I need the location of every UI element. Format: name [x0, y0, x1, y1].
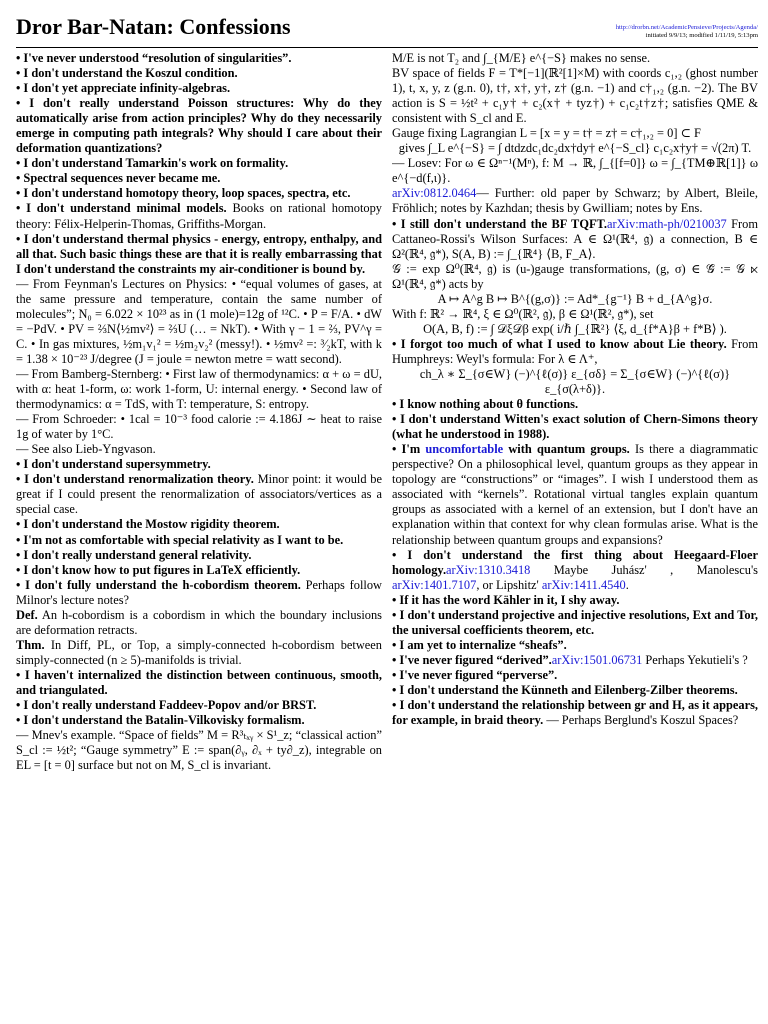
paragraph: [392, 638, 758, 653]
bold-text: • I've never figured “perverse”.: [392, 667, 558, 682]
body-text: Books on rational homotopy theory: Félix-Helperin-Thomas, Griffiths-Morgan.: [16, 201, 382, 231]
arxiv-link[interactable]: arXiv:math-ph/0210037: [606, 216, 727, 231]
paragraph: [392, 397, 758, 412]
body-text: — From Schroeder: • 1cal = 10⁻³ food calorie := 4.186J ∼ heat to raise 1g of water by 1°C.: [16, 412, 382, 442]
paragraph: [16, 548, 382, 563]
paragraph: [16, 533, 382, 548]
paragraph: [16, 442, 382, 457]
arxiv-link[interactable]: arXiv:1310.3418: [446, 562, 531, 577]
bold-text: • I am yet to internalize “sheafs”.: [392, 637, 567, 652]
arxiv-link[interactable]: uncomfortable: [425, 442, 504, 457]
paragraph: [16, 232, 382, 277]
header-meta: [616, 24, 758, 40]
bold-text: • I know nothing about θ functions.: [392, 397, 579, 412]
paragraph: [392, 698, 758, 728]
body-text: — Further: old paper by Schwarz;: [476, 186, 667, 201]
bold-text: • I don't understand the first thing about Heegaard-Floer homology.: [392, 547, 758, 577]
bold-text: • I don't understand the Batalin-Vilkovisky formalism.: [16, 713, 305, 728]
paragraph: [16, 517, 382, 532]
body-text: With f: ℝ² → ℝ⁴, ξ ∈ Ω⁰(ℝ², 𝔤), β ∈ Ω¹(ℝ², 𝔤*), set: [392, 306, 654, 321]
paragraph: [16, 51, 382, 66]
columns: [16, 51, 758, 1019]
arxiv-link[interactable]: arXiv:1401.7107: [392, 577, 477, 592]
right-column: [392, 51, 758, 1019]
paragraph: [392, 442, 758, 547]
body-text: ?: [742, 652, 748, 667]
body-text: Maybe Juhász': [530, 562, 671, 577]
paragraph: [16, 457, 382, 472]
bold-text: • I'm: [392, 442, 426, 457]
body-text: Perhaps follow Milnor's lecture notes?: [16, 577, 382, 607]
paragraph: [16, 728, 382, 773]
bold-text: • I don't really understand Poisson structures: Why do they automatically arise from action principles? Why do they necessarily emerge in computing path integrals? Why should I care about their deformation quantizations?: [16, 96, 382, 156]
paragraph: [16, 96, 382, 156]
paragraph: [16, 367, 382, 412]
equation-text: ch_λ ∗ Σ_{σ∈W} (−)^{ℓ(σ)} ε_{σδ} = Σ_{σ∈W} (−)^{ℓ(σ)} ε_{σ(λ+δ)}.: [419, 366, 731, 397]
bold-text: • I don't fully understand the h-cobordism theorem.: [16, 577, 301, 592]
paragraph: [392, 66, 758, 126]
body-text: Minor point: it would be great if I could present the renormalization of associators/vertices as a special case.: [16, 472, 382, 517]
paragraph: [392, 262, 758, 292]
paragraph: [16, 668, 382, 698]
paragraph: [392, 608, 758, 638]
paragraph: [392, 683, 758, 698]
paragraph: [16, 156, 382, 171]
paragraph: [392, 186, 758, 216]
bold-text: • I don't yet appreciate infinity-algebras.: [16, 81, 231, 96]
paragraph: [16, 608, 382, 638]
body-text: An h-cobordism is a cobordism in which the boundary inclusions are deformation retracts.: [16, 607, 382, 637]
equation-text: A ↦ A^g B ↦ B^{(g,σ)} := Ad*_{g⁻¹} B + d_{A^g}σ.: [437, 291, 713, 306]
display-equation: [392, 292, 758, 307]
bold-text: • I don't understand minimal models.: [16, 201, 227, 216]
paragraph: [392, 548, 758, 593]
body-text: — Perhaps Berglund's Koszul Spaces?: [543, 713, 739, 728]
paragraph: [16, 713, 382, 728]
arxiv-link[interactable]: arXiv:0812.0464: [392, 186, 477, 201]
arxiv-link[interactable]: arXiv:1501.06731: [551, 652, 643, 667]
paragraph: [392, 307, 758, 322]
bold-text: • I don't understand Tamarkin's work on formality.: [16, 156, 289, 171]
bold-text: • I haven't internalized the distinction between continuous, smooth, and triangulated.: [16, 667, 382, 697]
paragraph: [16, 578, 382, 608]
display-equation: [392, 367, 758, 397]
bold-text: • I'm not as comfortable with special relativity as I want to be.: [16, 532, 344, 547]
body-text: — See also Lieb-Yngvason.: [16, 442, 156, 457]
paragraph: [392, 156, 758, 186]
body-text: — Losev: For ω ∈ Ωⁿ⁻¹(Mⁿ), f: M → ℝ, ∫_{[f=0]} ω = ∫_{TM⊕ℝ[1]} ω e^{−d(f,ι)}.: [392, 156, 758, 186]
paragraph: [392, 126, 758, 141]
body-text: , Manolescu's: [670, 562, 758, 577]
bold-text: • I don't understand Witten's exact solution of Chern-Simons theory (what he understood in 1988).: [392, 412, 758, 442]
bold-text: Thm.: [16, 637, 45, 652]
bold-text: • I don't understand the Koszul condition.: [16, 66, 238, 81]
bold-text: • I don't understand renormalization theory.: [16, 472, 254, 487]
body-text: In Diff, PL, or Top, a simply-connected h-cobordism between simply-connected (n ≥ 5)-manifolds is trivial.: [16, 637, 382, 667]
bold-text: • I don't understand homotopy theory, loop spaces, spectra, etc.: [16, 186, 351, 201]
paragraph: [16, 698, 382, 713]
bold-text: • Spectral sequences never became me.: [16, 171, 221, 186]
paragraph: [16, 171, 382, 186]
page-header: [16, 14, 758, 48]
paragraph: [16, 201, 382, 231]
paragraph: [16, 66, 382, 81]
body-text: Wilson Surfaces: A ∈ Ω¹(ℝ⁴, 𝔤) a connection, B ∈ Ω²(ℝ⁴, 𝔤*), S(A, B) := ∫_{ℝ⁴} ⟨B, F_A⟩.: [392, 231, 758, 261]
bold-text: • I don't understand the Künneth and Eilenberg-Zilber theorems.: [392, 682, 738, 697]
bold-text: • I've never figured “derived”.: [392, 652, 552, 667]
bold-text: • I've never understood “resolution of singularities”.: [16, 51, 292, 65]
bold-text: • If it has the word Kähler in it, I shy away.: [392, 592, 620, 607]
equation-text: gives ∫_L e^{−S} = ∫ dtdzdc₁dc₂dx†dy† e^{−S_cl} c₁c₂x†y† = √(2π) T.: [398, 141, 752, 156]
paragraph: [16, 472, 382, 517]
body-text: From Humphreys: Weyl's formula: For λ ∈ Λ⁺,: [392, 336, 758, 366]
arxiv-link[interactable]: arXiv:1411.4540: [541, 577, 626, 592]
bold-text: Def.: [16, 607, 38, 622]
bold-text: with quantum groups.: [503, 442, 630, 457]
body-text: BV space of fields F = T*[−1](ℝ²[1]×M) with coords c₁,₂ (ghost number 1), t, x, y, z (g.n. 0), t†, x†, y†, z† (g.n. −1) and c†₁,₂ (g.n. −2). The BV action is S = ½t² + c₁y† + c₂(x† + tyz†) + c₁c₂t†z†; satisfies QME & consistent with S_cl and E.: [392, 66, 758, 126]
body-text: , or Lipshitz': [476, 577, 542, 592]
body-text: M/E is not T₂ and ∫_{M/E} e^{−S} makes no sense.: [392, 51, 651, 65]
body-text: 𝒢 := exp Ω⁰(ℝ⁴, 𝔤) is (u-)gauge transformations, (g, σ) ∈ 𝒢̃ := 𝒢 ⋉ Ω¹(ℝ⁴, 𝔤*) acts by: [392, 261, 758, 291]
body-text: — From Feynman's Lectures on Physics: • “equal volumes of gases, at the same pressure and temperature, contain the same number of molecules”; N₀ = 6.022 × 10²³ as in (1 mole)=12g of ¹²C. • P = F/A. • dW = −PdV. • PV = ⅔N⟨½mv²⟩ = ⅔U (… = NkT). • With γ − 1 = ⅔, PV^γ = C. • In gas mixtures, ½m₁v₁² = ½m₂v₂² (messy!). • ½mv² =: ³⁄₂kT, with k = 1.38 × 10⁻²³ J/degree (J = joule = newton metre = watt second).: [16, 276, 382, 366]
body-text: From Cattaneo-Rossi's: [392, 216, 758, 246]
body-text: — Mnev's example. “Space of fields” M = R³ₜₓᵧ × S¹_z; “classical action” S_cl := ½t²; “Gauge symmetry” E := span(∂ᵧ, ∂ₓ + ty∂_z), integrable on EL = [t = 0] surface but not on M, S_cl is invariant.: [16, 728, 382, 773]
display-equation: [392, 141, 758, 156]
bold-text: • I don't understand projective and injective resolutions, Ext and Tor, the universal coefficients theorem, etc.: [392, 607, 758, 637]
header-dates: initiated 9/9/13; modified 1/11/19, 5:13pm: [645, 32, 758, 39]
bold-text: • I don't really understand general relativity.: [16, 547, 252, 562]
paragraph: [392, 337, 758, 367]
bold-text: • I don't really understand Faddeev-Popov and/or BRST.: [16, 698, 317, 713]
body-text: by Albert, Bleile, Fröhlich; notes by Kazhdan; thesis by Gwilliam; notes by Ens.: [392, 186, 758, 216]
paragraph: [16, 563, 382, 578]
bold-text: • I don't understand thermal physics - energy, entropy, enthalpy, and all that. Such basic things these are that it is really embarrassing that I don't understand the constraints my air-conditioner is bound by.: [16, 231, 382, 276]
paragraph: [16, 186, 382, 201]
left-column: [16, 51, 382, 1019]
paragraph: [16, 81, 382, 96]
paragraph: [392, 593, 758, 608]
body-text: — From Bamberg-Sternberg: • First law of thermodynamics: α + ω = dU, with α: heat 1-form, ω: work 1-form, U: internal energy. • Second law of thermodynamics: α = TdS, with T: temperature, S: entropy.: [16, 366, 382, 412]
bold-text: • I don't understand the relationship between gr and H, as it appears, for example, in braid theory.: [392, 698, 758, 728]
bold-text: • I don't understand the Mostow rigidity theorem.: [16, 517, 280, 532]
paragraph: [392, 412, 758, 442]
bold-text: • I don't understand supersymmetry.: [16, 457, 211, 472]
paragraph: [392, 217, 758, 262]
body-text: Is there a diagrammatic perspective? On a philosophical level, quantum groups as they appear in topology are “constructions” or “images”. I wish I understood them as associated with “kernels”. Rotational virtual tangles explain quantum groups as associated with a kernel of an extension, but I don't have an explanation within that context for why clean formulas arise. What is the relationship between quantum groups and expansions?: [392, 442, 758, 547]
paragraph: [392, 51, 758, 66]
paragraph: [16, 412, 382, 442]
paragraph: [16, 638, 382, 668]
bold-text: • I still don't understand the BF TQFT.: [392, 216, 607, 231]
display-equation: [392, 322, 758, 337]
equation-text: O(A, B, f) := ∫ 𝒟ξ𝒟β exp( i/ℏ ∫_{ℝ²} ⟨ξ, d_{f*A}β + f*B⟩ ).: [423, 321, 727, 336]
body-text: Gauge fixing Lagrangian L = [x = y = t† = z† = c†₁,₂ = 0] ⊂ F: [392, 126, 701, 141]
page-title: Dror Bar-Natan: Confessions: [16, 14, 291, 39]
bold-text: • I don't know how to put figures in LaTeX efficiently.: [16, 562, 301, 577]
paragraph: [392, 653, 758, 668]
body-text: Perhaps Yekutieli's: [642, 652, 743, 667]
paragraph: [392, 668, 758, 683]
paragraph: [16, 277, 382, 367]
bold-text: • I forgot too much of what I used to know about Lie theory.: [392, 336, 727, 351]
header-url-link[interactable]: http://drorbn.net/AcademicPensieve/Projects/Agenda/: [615, 24, 758, 31]
body-text: .: [625, 577, 629, 592]
